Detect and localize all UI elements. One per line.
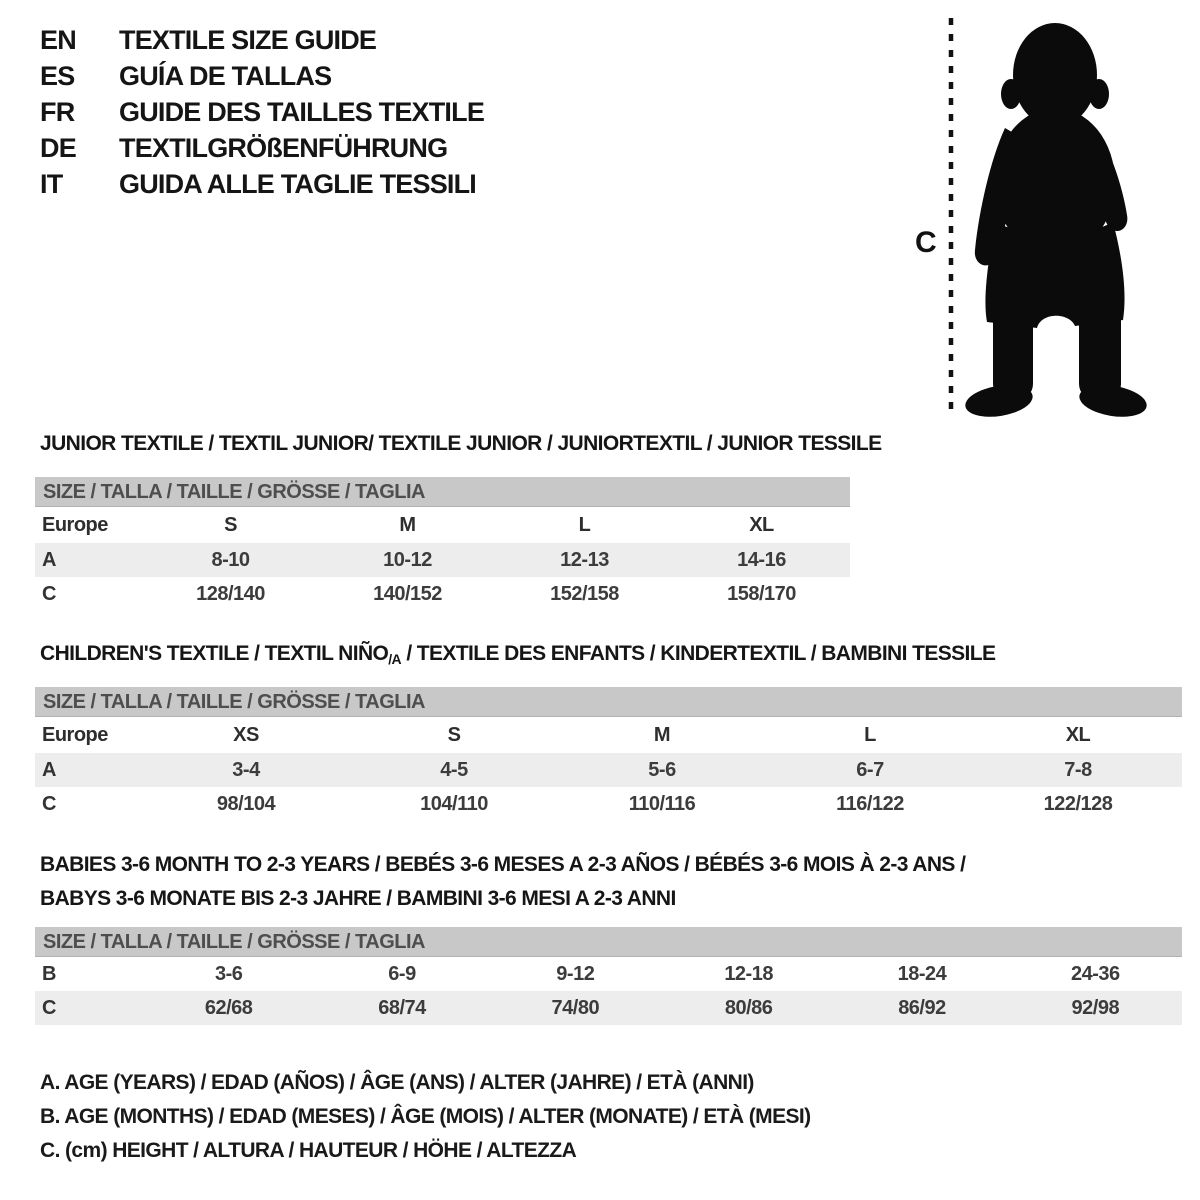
- section-title-text: CHILDREN'S TEXTILE / TEXTIL NIÑO: [40, 642, 389, 665]
- table-row: [35, 753, 1182, 787]
- size-cell: 10-12: [319, 543, 496, 577]
- column-header: S: [224, 513, 237, 536]
- size-cell: 3-6: [214, 962, 243, 985]
- size-cell: 110/116: [628, 792, 696, 815]
- size-cell: 116/122: [836, 792, 904, 815]
- section-babies-textile: [35, 848, 1182, 1025]
- size-cell: 4-5: [350, 753, 558, 787]
- size-cell: 74/80: [489, 991, 662, 1025]
- section-junior-textile: [35, 432, 882, 611]
- height-measure-figure: [905, 10, 1195, 422]
- column-header: L: [578, 513, 591, 536]
- column-header: M: [399, 513, 416, 536]
- junior-size-table: [35, 507, 850, 611]
- size-cell: 12-13: [496, 543, 673, 577]
- language-row: [40, 58, 484, 94]
- size-cell: 80/86: [662, 991, 835, 1025]
- size-cell: 98/104: [216, 792, 276, 815]
- size-cell: 14-16: [673, 543, 850, 577]
- column-header: XS: [233, 723, 259, 746]
- table-row: [35, 577, 850, 611]
- footnote-b: B. AGE (MONTHS) / EDAD (MESES) / ÂGE (MOIS) / ALTER (MONATE) / ETÀ (MESI): [40, 1105, 811, 1128]
- guide-title: GUIDE DES TAILLES TEXTILE: [119, 96, 485, 127]
- language-row: [40, 94, 484, 130]
- size-cell: 104/110: [420, 792, 488, 815]
- guide-title: GUÍA DE TALLAS: [119, 60, 332, 91]
- size-cell: 152/158: [550, 582, 619, 605]
- column-header: M: [653, 723, 671, 746]
- size-cell: 7-8: [974, 753, 1182, 787]
- section-title-line2: BABYS 3-6 MONATE BIS 2-3 JAHRE / BAMBINI 3-6 MESI A 2-3 ANNI: [40, 887, 676, 910]
- babies-size-table: [35, 957, 1182, 1025]
- language-code: ES: [40, 60, 75, 91]
- language-row: [40, 166, 484, 202]
- footnote-a: A. AGE (YEARS) / EDAD (AÑOS) / ÂGE (ANS) / ALTER (JAHRE) / ETÀ (ANNI): [40, 1071, 754, 1094]
- column-header: Europe: [42, 513, 108, 536]
- size-header-bar: SIZE / TALLA / TAILLE / GRÖSSE / TAGLIA: [35, 927, 1182, 957]
- table-row: [35, 717, 1182, 753]
- size-cell: 5-6: [558, 753, 766, 787]
- size-header-bar: SIZE / TALLA / TAILLE / GRÖSSE / TAGLIA: [35, 687, 1182, 717]
- section-title-subscript: /A: [388, 651, 402, 667]
- section-title: JUNIOR TEXTILE / TEXTIL JUNIOR/ TEXTILE JUNIOR / JUNIORTEXTIL / JUNIOR TESSILE: [40, 432, 882, 455]
- column-header: L: [864, 723, 876, 746]
- children-size-table: [35, 717, 1182, 821]
- section-title-text: / TEXTILE DES ENFANTS / KINDERTEXTIL / BAMBINI TESSILE: [401, 642, 996, 665]
- section-title: [35, 642, 1182, 667]
- footnote-c: C. (cm) HEIGHT / ALTURA / HAUTEUR / HÖHE / ALTEZZA: [40, 1139, 577, 1162]
- section-title-line1: BABIES 3-6 MONTH TO 2-3 YEARS / BEBÉS 3-6 MESES A 2-3 AÑOS / BÉBÉS 3-6 MOIS À 2-3 ANS /: [40, 853, 966, 876]
- size-cell: 6-7: [766, 753, 974, 787]
- row-label: C: [42, 792, 56, 815]
- section-children-textile: [35, 642, 1182, 821]
- section-title-block: [35, 848, 1182, 916]
- guide-title: GUIDA ALLE TAGLIE TESSILI: [119, 168, 476, 199]
- guide-title: TEXTILGRÖßENFÜHRUNG: [119, 132, 448, 163]
- language-code: FR: [40, 96, 75, 127]
- column-header: S: [447, 723, 461, 746]
- size-cell: 3-4: [142, 753, 350, 787]
- table-row: [35, 507, 850, 543]
- column-header: XL: [1065, 723, 1091, 746]
- size-cell: 24-36: [1070, 962, 1120, 985]
- size-cell: 6-9: [388, 962, 416, 985]
- size-cell: 92/98: [1009, 991, 1182, 1025]
- size-cell: 8-10: [142, 543, 319, 577]
- column-header: XL: [749, 513, 774, 536]
- size-cell: 62/68: [142, 991, 315, 1025]
- language-code: EN: [40, 24, 76, 55]
- size-cell: 128/140: [196, 582, 265, 605]
- size-cell: 158/170: [727, 582, 796, 605]
- toddler-silhouette-shape: [963, 23, 1149, 421]
- row-label: B: [42, 962, 56, 985]
- footnote-legend: [40, 1066, 811, 1168]
- measure-label-c: C: [915, 226, 937, 259]
- language-row: [40, 22, 484, 58]
- table-row: [35, 957, 1182, 991]
- table-row: [35, 991, 1182, 1025]
- size-header-bar: SIZE / TALLA / TAILLE / GRÖSSE / TAGLIA: [35, 477, 850, 507]
- size-cell: 140/152: [373, 582, 442, 605]
- size-cell: 9-12: [556, 962, 595, 985]
- size-cell: 122/128: [1043, 792, 1113, 815]
- size-cell: 86/92: [835, 991, 1008, 1025]
- row-label: C: [42, 582, 56, 605]
- language-code: IT: [40, 168, 63, 199]
- table-row: [35, 543, 850, 577]
- language-title-list: [40, 22, 484, 202]
- guide-title: TEXTILE SIZE GUIDE: [119, 24, 377, 55]
- language-code: DE: [40, 132, 76, 163]
- row-label: C: [35, 991, 142, 1025]
- row-label: A: [35, 753, 142, 787]
- row-label: A: [35, 543, 142, 577]
- column-header: Europe: [42, 723, 108, 746]
- toddler-silhouette-icon: [905, 10, 1195, 422]
- size-cell: 18-24: [897, 962, 947, 985]
- table-row: [35, 787, 1182, 821]
- size-cell: 68/74: [315, 991, 488, 1025]
- size-cell: 12-18: [724, 962, 773, 985]
- language-row: [40, 130, 484, 166]
